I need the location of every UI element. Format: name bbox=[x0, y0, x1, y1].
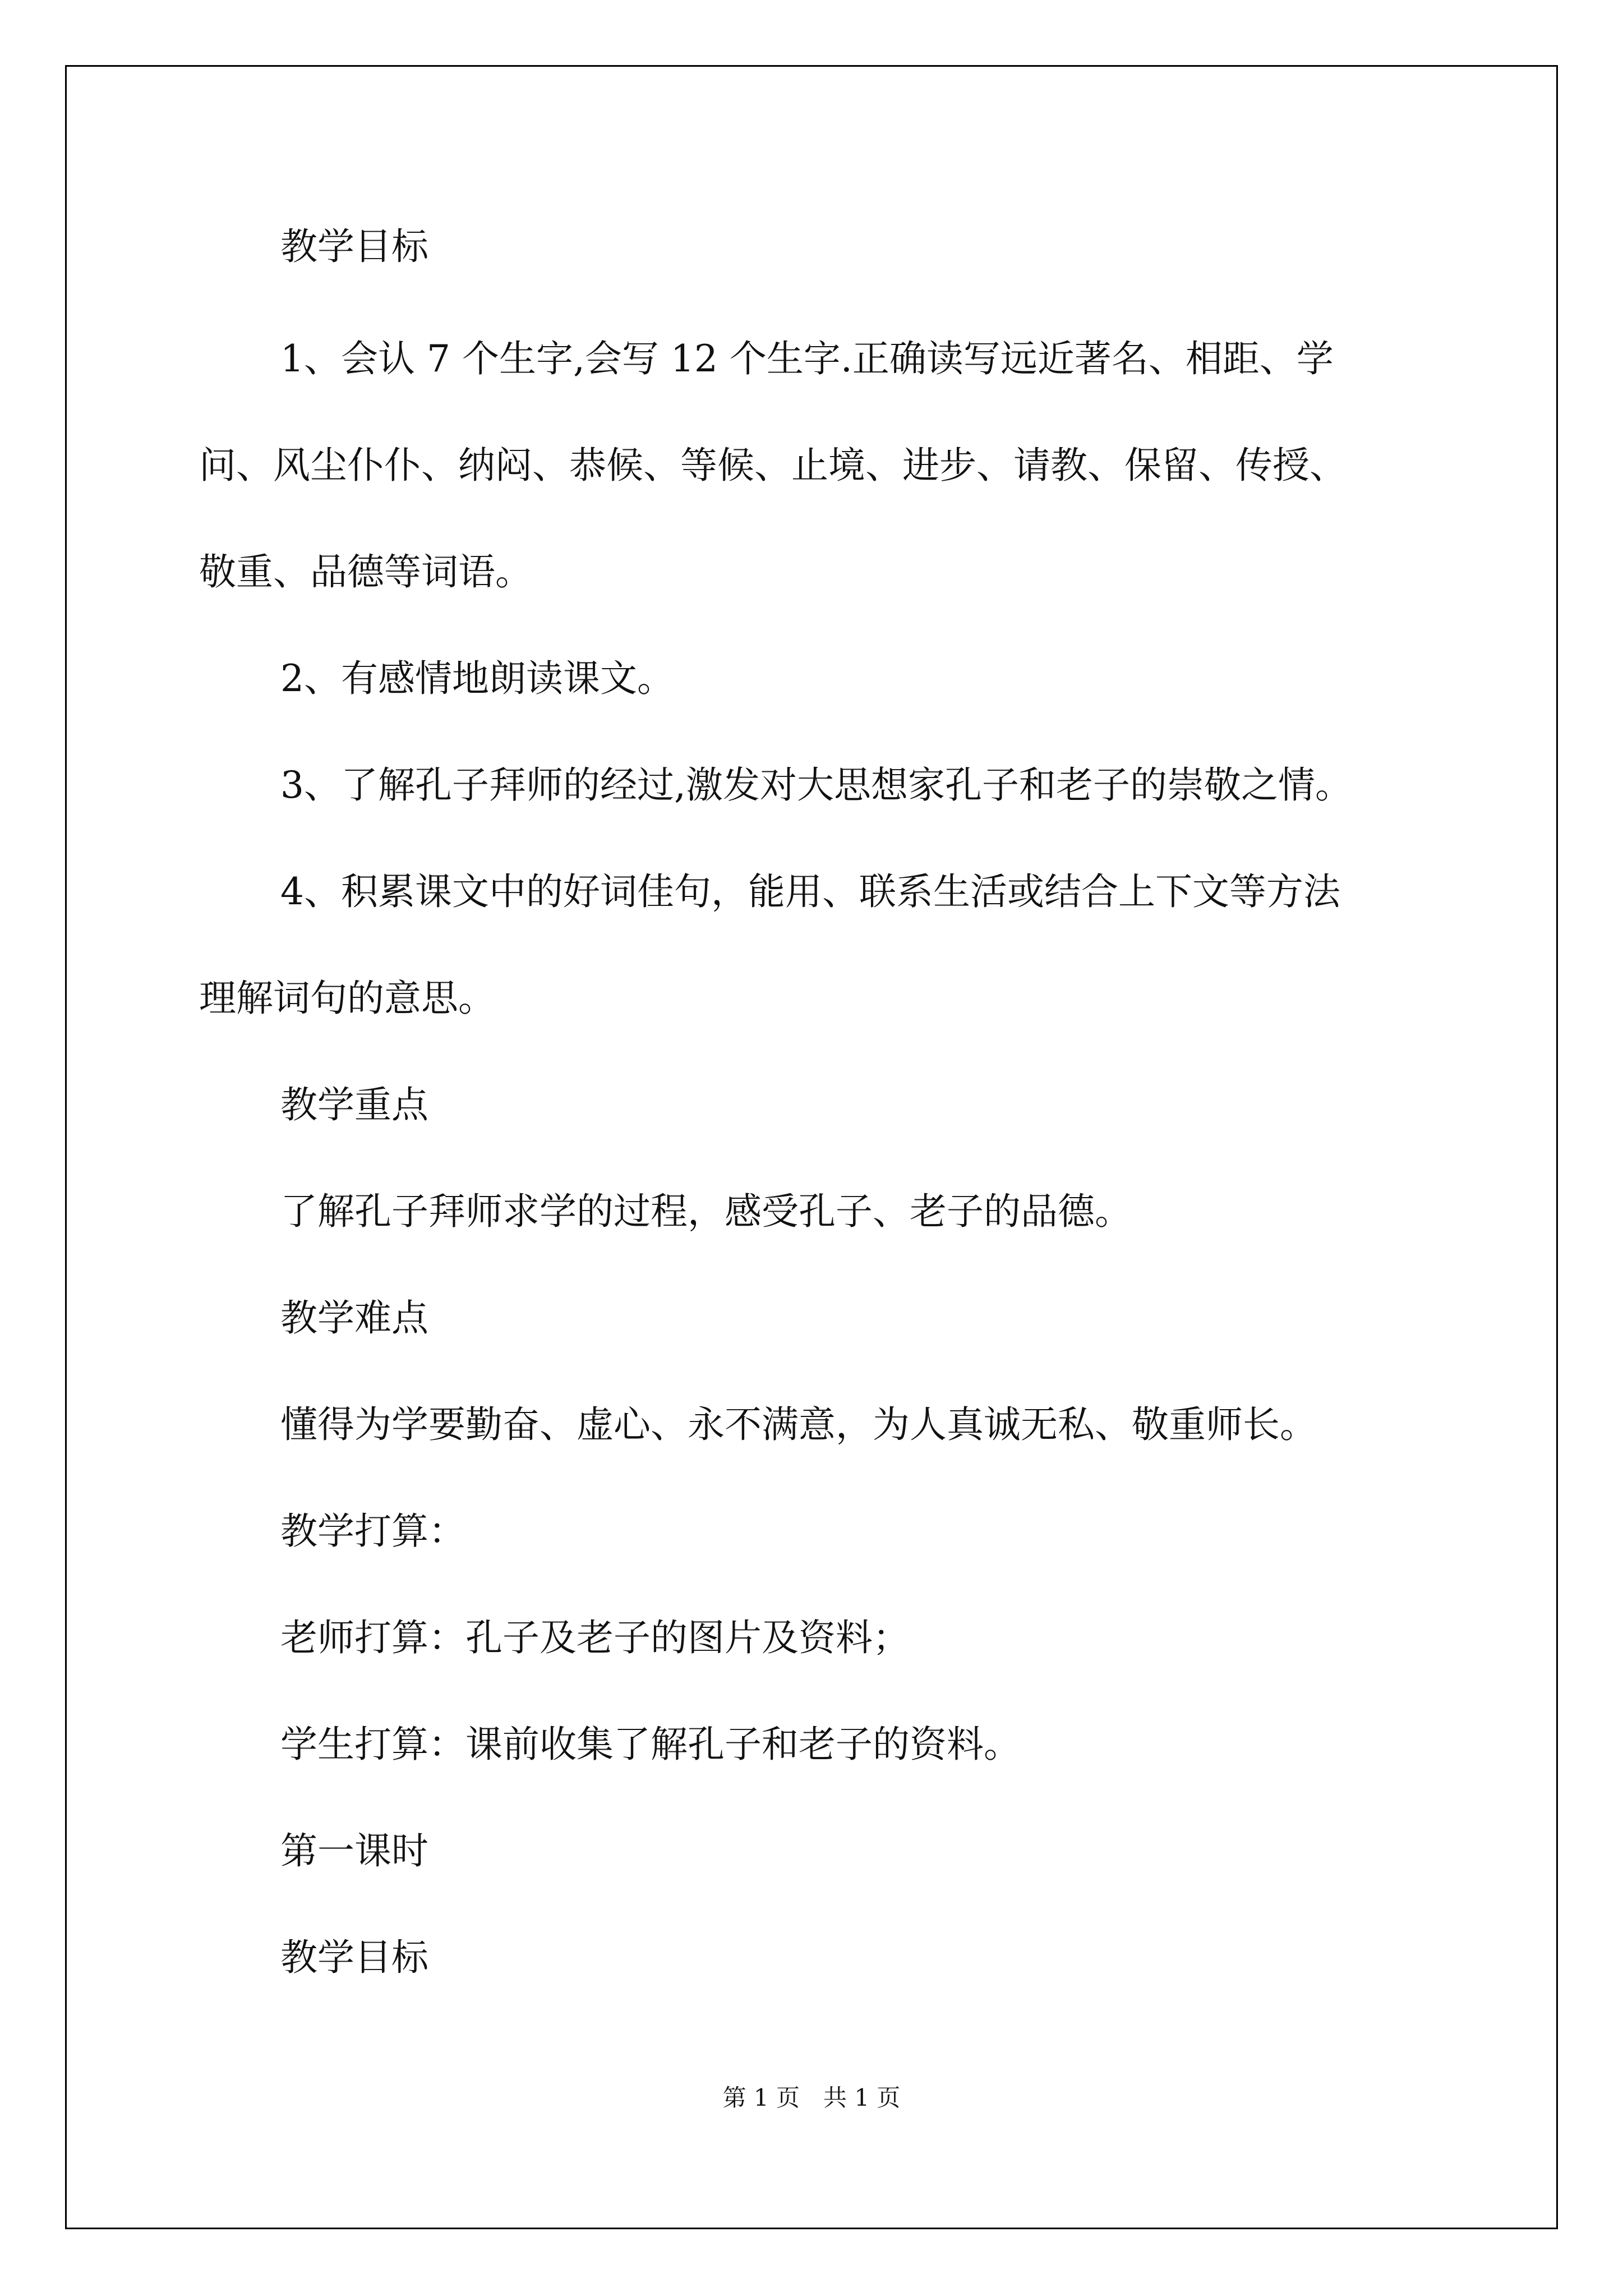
heading-lesson-goals: 教学目标 bbox=[280, 1936, 428, 1979]
goal-4-line-2: 理解词句的意思。 bbox=[199, 977, 495, 1020]
student-preparation: 学生打算：课前收集了解孔子和老子的资料。 bbox=[280, 1723, 1021, 1766]
goal-2: 2、有感情地朗读课文。 bbox=[280, 657, 674, 700]
heading-preparation: 教学打算： bbox=[280, 1510, 465, 1553]
key-points-text: 了解孔子拜师求学的过程，感受孔子、老子的品德。 bbox=[280, 1190, 1132, 1233]
goal-1-line-1: 1、会认 7 个生字,会写 12 个生字.正确读写远近著名、相距、学 bbox=[280, 337, 1334, 380]
goal-1-line-2: 问、风尘仆仆、纳闷、恭候、等候、止境、进步、请教、保留、传授、 bbox=[199, 444, 1347, 487]
goal-1-line-3: 敬重、品德等词语。 bbox=[199, 550, 532, 593]
heading-first-lesson: 第一课时 bbox=[280, 1829, 428, 1872]
heading-difficulties: 教学难点 bbox=[280, 1296, 428, 1340]
goal-3: 3、了解孔子拜师的经过,激发对大思想家孔子和老子的崇敬之情。 bbox=[280, 763, 1352, 807]
heading-teaching-goals: 教学目标 bbox=[280, 225, 428, 268]
teacher-preparation: 老师打算：孔子及老子的图片及资料； bbox=[280, 1616, 910, 1659]
heading-key-points: 教学重点 bbox=[280, 1083, 428, 1126]
page-footer: 第 1 页 共 1 页 bbox=[722, 2084, 901, 2111]
page-border bbox=[65, 65, 1558, 2229]
difficulties-text: 懂得为学要勤奋、虚心、永不满意，为人真诚无私、敬重师长。 bbox=[280, 1403, 1317, 1446]
goal-4-line-1: 4、积累课文中的好词佳句，能用、联系生活或结合上下文等方法 bbox=[280, 870, 1340, 913]
